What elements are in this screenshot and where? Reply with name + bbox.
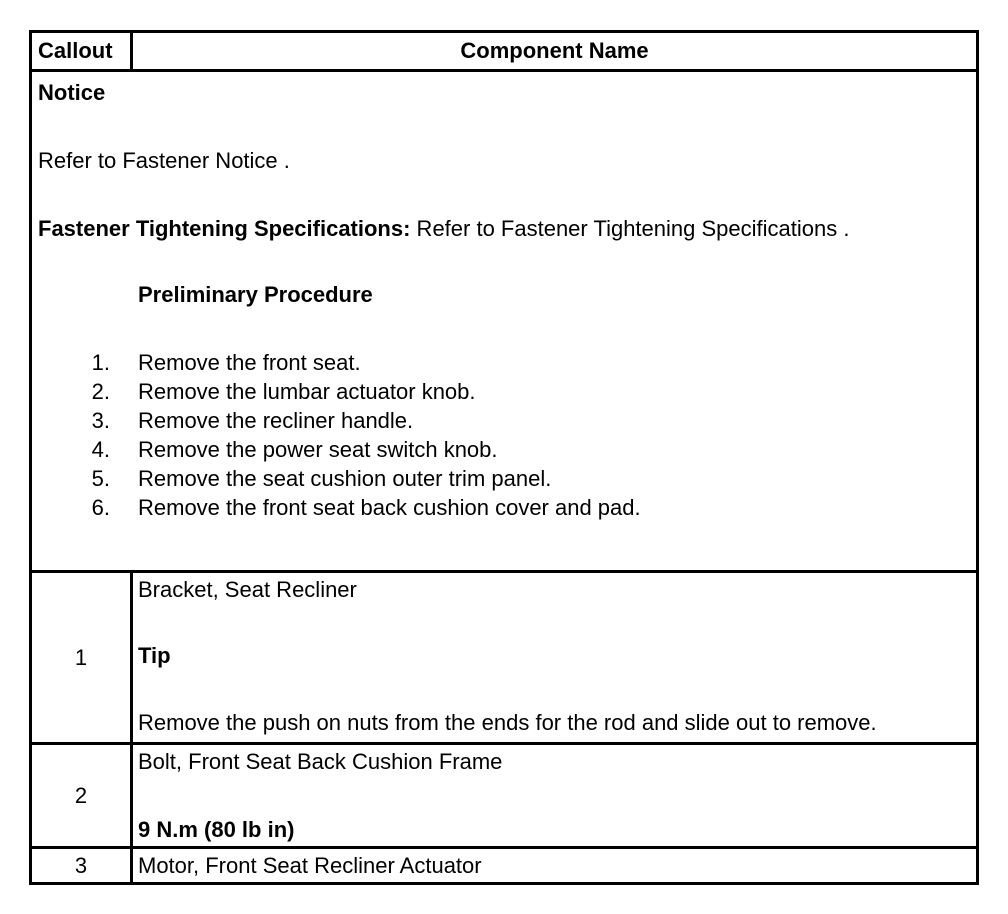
table-row [31, 572, 978, 744]
preliminary-steps-list [38, 348, 976, 522]
step-text: Remove the front seat back cushion cover and pad. [138, 495, 641, 520]
step-number: 6. [91, 495, 110, 520]
component-name-header: Component Name [132, 32, 978, 71]
notice-title: Notice [38, 80, 106, 105]
table-header-row [31, 32, 978, 71]
component-cell [132, 572, 978, 744]
step-text: Remove the recliner handle. [138, 408, 414, 433]
step-text: Remove the front seat. [138, 350, 361, 375]
step-number: 1. [91, 350, 110, 375]
tightening-spec-line [38, 216, 976, 242]
step-number: 3. [91, 408, 110, 433]
notice-cell [31, 71, 978, 572]
step-number: 4. [91, 437, 110, 462]
list-item [38, 377, 976, 406]
tip-text: Remove the push on nuts from the ends for the rod and slide out to remove. [138, 710, 877, 735]
step-text: Remove the power seat switch knob. [138, 437, 498, 462]
table-row [31, 848, 978, 884]
callout-number: 2 [31, 744, 132, 848]
callout-number: 1 [31, 572, 132, 744]
list-item [38, 435, 976, 464]
notice-refer-text [38, 148, 976, 174]
tightening-spec-link[interactable]: Refer to Fastener Tightening Specifications . [410, 216, 850, 241]
tip-label: Tip [138, 643, 171, 668]
step-text: Remove the seat cushion outer trim panel. [138, 466, 552, 491]
table-row [31, 744, 978, 848]
component-cell [132, 848, 978, 884]
callout-number: 3 [31, 848, 132, 884]
list-item [38, 464, 976, 493]
list-item [38, 406, 976, 435]
component-name: Bolt, Front Seat Back Cushion Frame [138, 749, 503, 774]
preliminary-procedure-title: Preliminary Procedure [138, 282, 373, 307]
component-table [29, 30, 979, 885]
component-name: Bracket, Seat Recliner [138, 577, 357, 602]
component-cell [132, 744, 978, 848]
list-item [38, 493, 976, 522]
step-number: 2. [91, 379, 110, 404]
callout-header: Callout [31, 32, 132, 71]
tightening-spec-label: Fastener Tightening Specifications: [38, 216, 411, 241]
fastener-notice-link[interactable]: Refer to Fastener Notice . [38, 148, 290, 173]
list-item [38, 348, 976, 377]
notice-row [31, 71, 978, 572]
component-name: Motor, Front Seat Recliner Actuator [138, 852, 482, 878]
torque-spec: 9 N.m (80 lb in) [138, 817, 295, 842]
step-text: Remove the lumbar actuator knob. [138, 379, 476, 404]
step-number: 5. [91, 466, 110, 491]
